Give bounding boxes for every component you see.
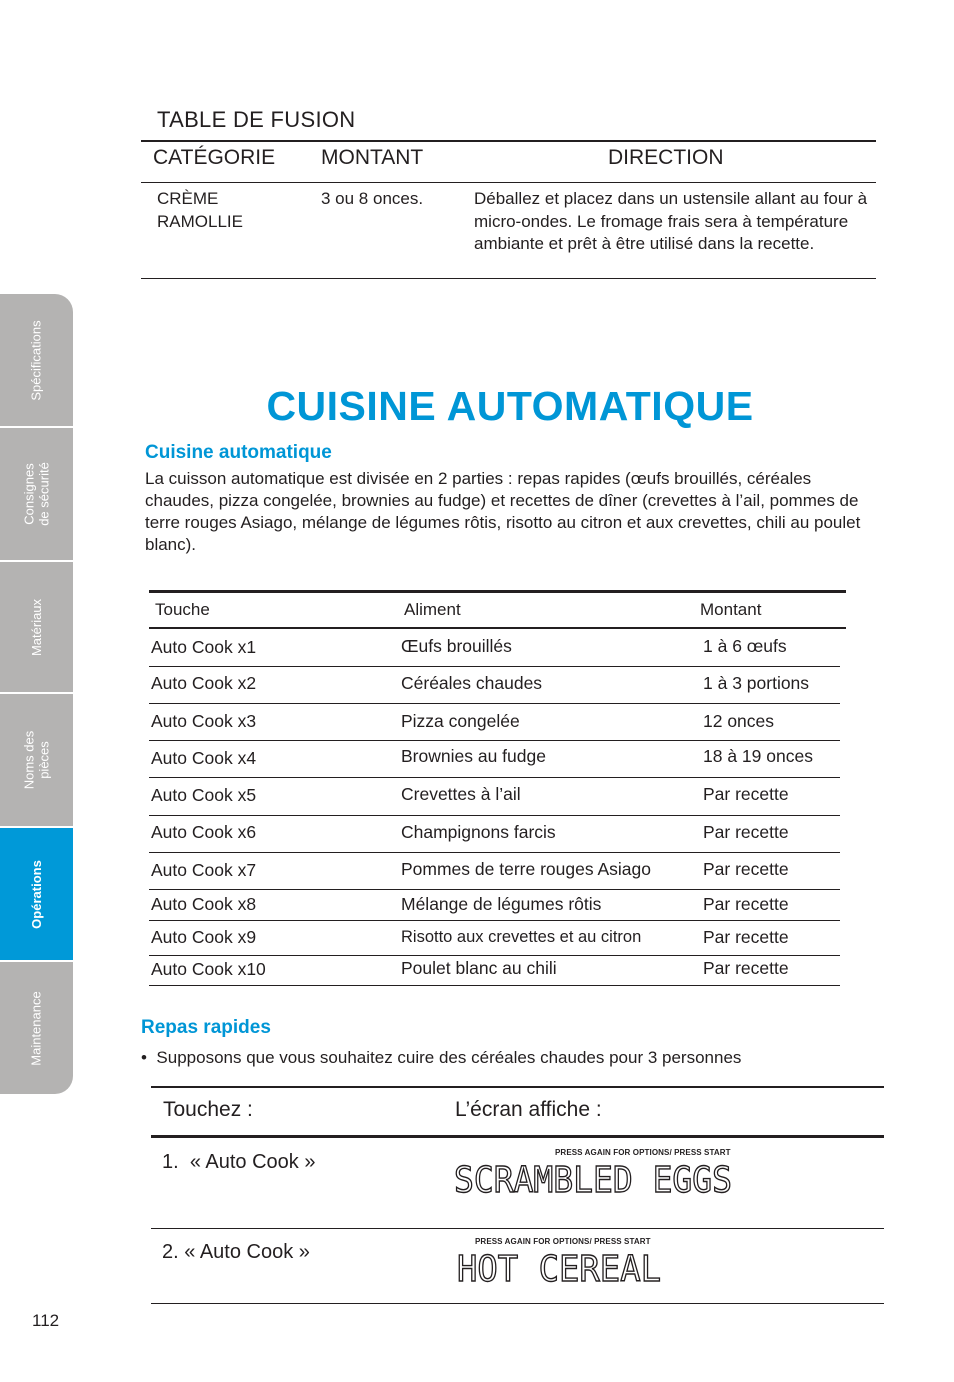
row-divider [149,777,840,778]
row-amount: Par recette [703,894,789,914]
row-key: Auto Cook x2 [151,673,257,693]
tab-label: Matériaux [28,598,44,656]
row-divider [149,889,840,890]
table-rule [141,140,876,142]
bullet-text: Supposons que vous souhaitez cuire des céréales chaudes pour 3 personnes [156,1048,742,1067]
row-food: Brownies au fudge [401,746,546,766]
row-amount: 1 à 3 portions [703,673,810,693]
quick-meals-title: Repas rapides [141,1017,271,1038]
row-amount: Par recette [703,822,789,842]
tab-materials[interactable] [0,562,73,692]
step-number: 1. [162,1151,179,1173]
row-divider [149,703,840,704]
auto-header-food: Aliment [404,600,461,619]
row-divider [151,1303,884,1304]
row-food: Poulet blanc au chili [401,958,557,978]
fusion-category-line: CRÈME [157,189,219,208]
auto-cook-button[interactable]: « Auto Cook » [189,1151,316,1173]
row-divider [149,985,840,986]
lcd-text: SCRAMBLED EGGS [454,1160,732,1196]
section-subtitle: Cuisine automatique [145,442,332,463]
row-key: Auto Cook x3 [151,711,257,731]
page-number: 112 [32,1311,60,1330]
tab-label: Spécifications [29,319,44,401]
tab-label: Noms des pièces [21,730,52,790]
row-divider [151,1228,884,1229]
row-key: Auto Cook x4 [151,748,257,768]
lcd-display-hot-cereal [455,1249,665,1285]
lcd-prompt: PRESS AGAIN FOR OPTIONS/ PRESS START [475,1237,651,1246]
bullet-dot: • [141,1048,157,1067]
display-header: L’écran affiche : [455,1098,602,1121]
table-rule [149,627,846,629]
fusion-direction: Déballez et placez dans un ustensile allant au four à micro-ondes. Le fromage frais sera à température ambiante et prêt à être utilisé dans la recette. [474,189,868,253]
table-rule [141,182,876,183]
tab-operations[interactable] [0,828,73,960]
row-amount: 1 à 6 œufs [703,636,787,656]
lcd-display-scrambled-eggs [452,1160,734,1196]
row-divider [149,955,840,956]
fusion-category [157,188,243,233]
row-amount: 12 onces [703,711,775,731]
row-amount: Par recette [703,784,789,804]
row-key: Auto Cook x1 [151,637,257,657]
row-food: Céréales chaudes [401,673,543,693]
table-rule [141,278,876,279]
row-key: Auto Cook x9 [151,927,257,947]
table-rule [149,590,846,593]
row-amount: Par recette [703,958,789,978]
row-key: Auto Cook x10 [151,959,266,979]
row-divider [149,740,840,741]
row-divider [149,666,840,667]
table-rule [151,1086,884,1088]
intro-paragraph: La cuisson automatique est divisée en 2 parties : repas rapides (œufs brouillés, céréales chaudes, pizza congelée, brownies au fudge) et recettes de dîner (crevettes à l’ail, pommes de terre rouges Asiago, mélange de légumes rôtis, risotto au citron et aux crevettes, chili au poulet blanc). [145,469,861,554]
tab-maintenance[interactable] [0,962,73,1094]
row-food: Œufs brouillés [401,636,512,656]
auto-header-amount: Montant [700,600,762,619]
row-food: Mélange de légumes rôtis [401,894,602,914]
step-2 [162,1241,310,1264]
row-food: Pizza congelée [401,711,520,731]
row-food: Risotto aux crevettes et au citron [401,928,642,946]
step-1 [162,1151,315,1174]
fusion-header-category: CATÉGORIE [153,146,276,169]
row-key: Auto Cook x7 [151,860,257,880]
row-key: Auto Cook x6 [151,822,257,842]
row-key: Auto Cook x8 [151,894,257,914]
lcd-text: HOT CEREAL [457,1249,661,1285]
touch-header: Touchez : [163,1098,253,1121]
tab-parts[interactable] [0,694,73,826]
tab-safety[interactable] [0,428,73,560]
auto-header-key: Touche [155,600,210,619]
step-number: 2. [162,1241,179,1263]
row-amount: 18 à 19 onces [703,746,813,766]
row-food: Crevettes à l’ail [401,784,521,804]
fusion-amount: 3 ou 8 onces. [321,189,424,208]
fusion-table-title: TABLE DE FUSION [157,107,356,132]
tab-label: Opérations [29,859,44,929]
row-divider [149,815,840,816]
row-divider [149,852,840,853]
auto-cook-button[interactable]: « Auto Cook » [184,1241,310,1263]
fusion-category-line: RAMOLLIE [157,211,243,231]
fusion-header-direction: DIRECTION [608,146,724,169]
fusion-header-amount: MONTANT [321,146,424,169]
table-rule [151,1135,884,1138]
page-title: CUISINE AUTOMATIQUE [266,383,754,429]
row-amount: Par recette [703,859,789,879]
row-key: Auto Cook x5 [151,785,257,805]
row-amount: Par recette [703,927,789,947]
quick-meals-bullet [141,1048,741,1068]
row-divider [149,920,840,921]
row-food: Pommes de terre rouges Asiago [401,859,651,879]
lcd-prompt: PRESS AGAIN FOR OPTIONS/ PRESS START [555,1148,731,1157]
tab-label: Consignes de sécurité [21,462,52,526]
row-food: Champignons farcis [401,822,556,842]
tab-label: Maintenance [29,990,45,1066]
